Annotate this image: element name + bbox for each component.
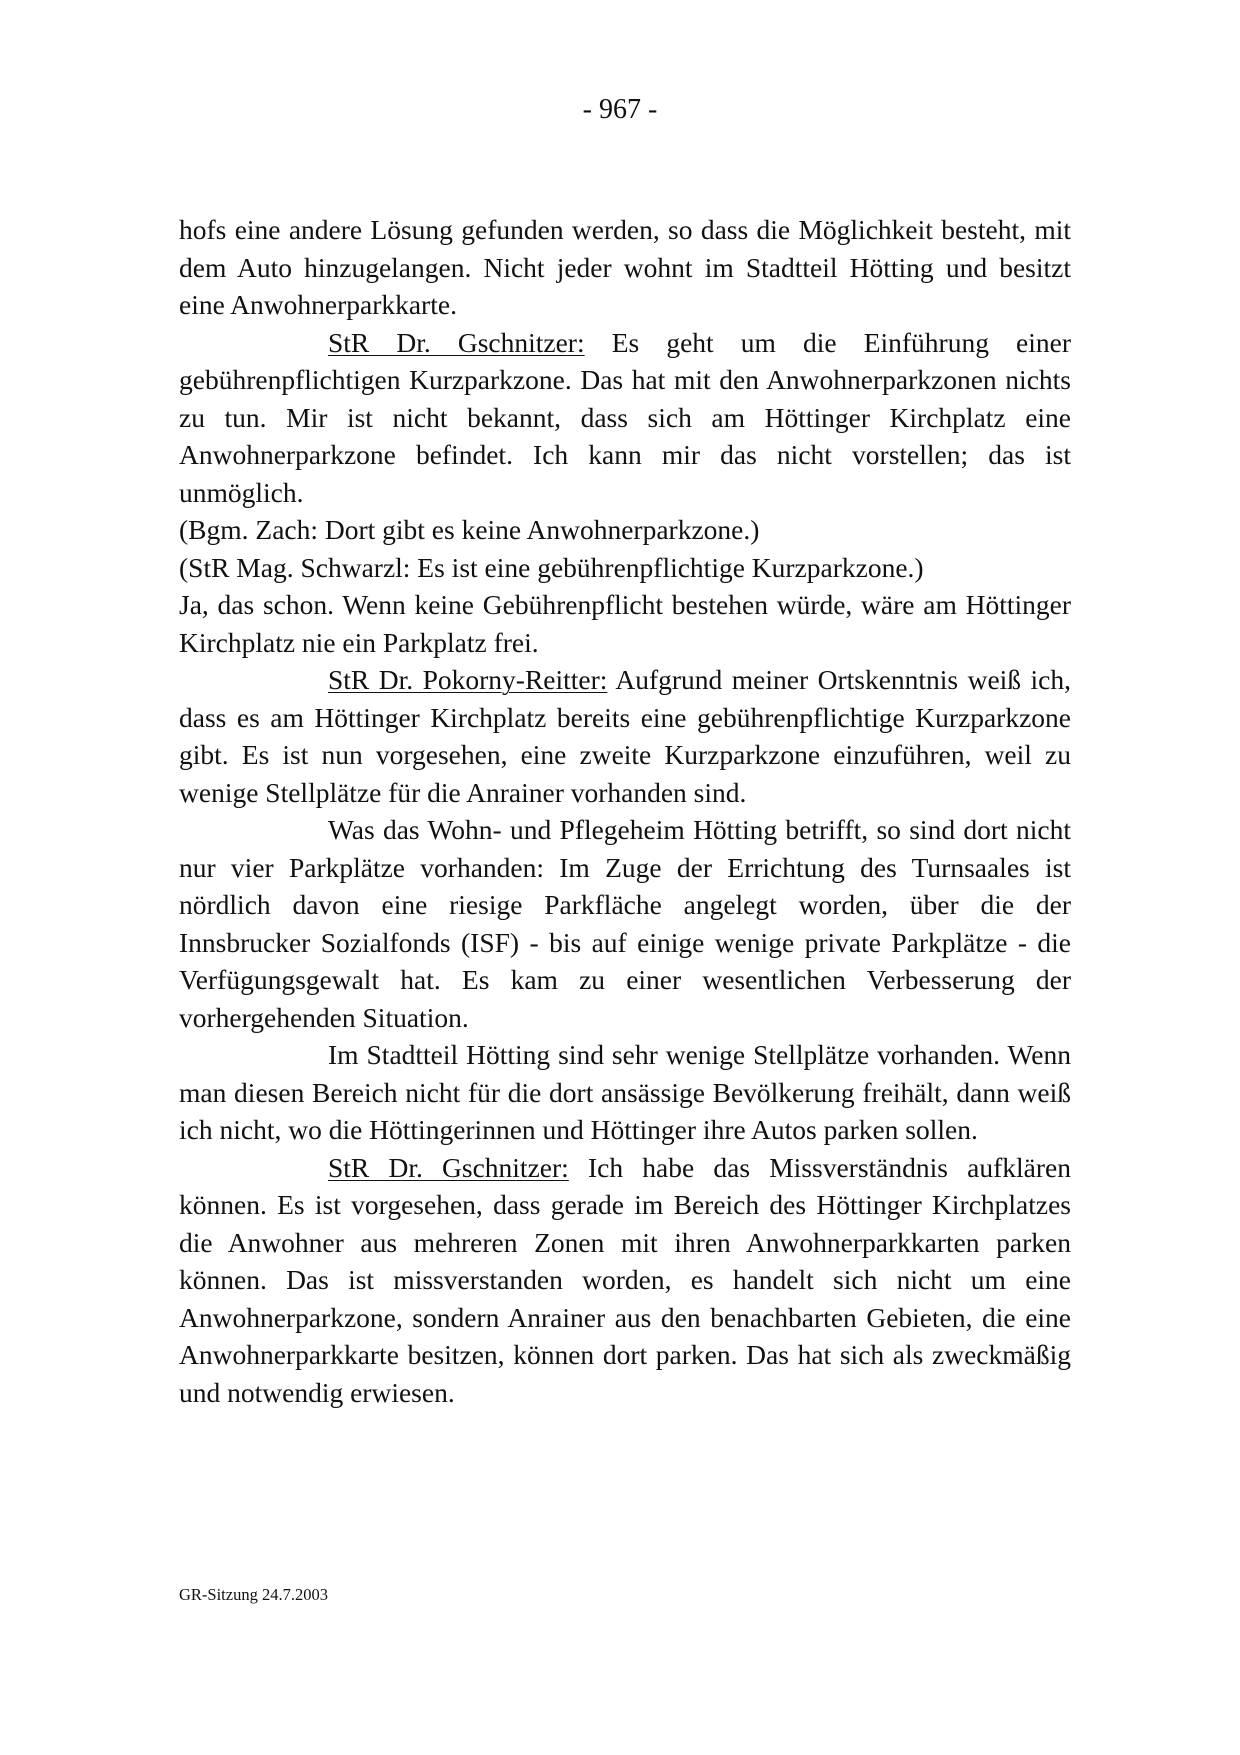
speaker-name: StR Dr. Gschnitzer: xyxy=(328,326,585,358)
paragraph-speech xyxy=(179,324,1071,512)
paragraph-text: Was das Wohn- und Pflegeheim Hötting betrifft, so sind dort nicht nur vier Parkplätze vorhanden: Im Zuge der Errichtung des Turnsaales ist nördlich davon eine riesige Parkfläche angelegt worden, über die der Innsbrucker Sozialfonds (ISF) - bis auf einige wenige private Parkplätze - die Verfügungsgewalt hat. Es kam zu einer wesentlichen Verbesserung der vorhergehenden Situation. xyxy=(179,814,1071,1033)
interjection xyxy=(179,549,1071,587)
speaker-name: StR Dr. Gschnitzer: xyxy=(328,1151,569,1183)
paragraph-speech xyxy=(179,1149,1071,1412)
paragraph-text: Im Stadtteil Hötting sind sehr wenige Stellplätze vorhanden. Wenn man diesen Bereich nicht für die dort ansässige Bevölkerung freihält, dann weiß ich nicht, wo die Höttingerinnen und Höttinger ihre Autos parken sollen. xyxy=(179,1039,1071,1145)
paragraph-continuation xyxy=(179,211,1071,324)
paragraph-text: Aufgrund meiner Ortskenntnis weiß ich, dass es am Höttinger Kirchplatz bereits eine gebührenpflichtige Kurzparkzone gibt. Es ist nun vorgesehen, eine zweite Kurzparkzone einzuführen, weil zu wenige Stellplätze für die Anrainer vorhanden sind. xyxy=(179,664,1071,808)
paragraph-text: hofs eine andere Lösung gefunden werden, so dass die Möglichkeit besteht, mit dem Auto hinzugelangen. Nicht jeder wohnt im Stadtteil Hötting und besitzt eine Anwohnerparkkarte. xyxy=(179,214,1071,320)
footer-session-date: GR-Sitzung 24.7.2003 xyxy=(179,1585,328,1604)
document-body xyxy=(179,211,1071,1411)
interjection xyxy=(179,511,1071,549)
speaker-name: StR Dr. Pokorny-Reitter: xyxy=(328,664,608,695)
paragraph-text: Es geht um die Einführung einer gebührenpflichtigen Kurzparkzone. Das hat mit den Anwohnerparkzonen nichts zu tun. Mir ist nicht bekannt, dass sich am Höttinger Kirchplatz eine Anwohnerparkzone befindet. Ich kann mir das nicht vorstellen; das ist unmöglich. xyxy=(179,326,1072,508)
paragraph-text: Ich habe das Missverständnis aufklären können. Es ist vorgesehen, dass gerade im Bereich des Höttinger Kirchplatzes die Anwohner aus mehreren Zonen mit ihren Anwohnerparkkarten parken können. Das ist missverstanden worden, es handelt sich nicht um eine Anwohnerparkzone, sondern Anrainer aus den benachbarten Gebieten, die eine Anwohnerparkkarte besitzen, können dort parken. Das hat sich als zweckmäßig und notwendig erwiesen. xyxy=(179,1151,1071,1408)
page-number: - 967 - xyxy=(582,94,658,125)
paragraph xyxy=(179,1036,1071,1149)
paragraph-continuation xyxy=(179,586,1071,661)
paragraph-text: (Bgm. Zach: Dort gibt es keine Anwohnerparkzone.) xyxy=(179,514,760,545)
paragraph-text: (StR Mag. Schwarzl: Es ist eine gebührenpflichtige Kurzparkzone.) xyxy=(179,551,924,583)
paragraph-text: Ja, das schon. Wenn keine Gebührenpflicht bestehen würde, wäre am Höttinger Kirchplatz nie ein Parkplatz frei. xyxy=(179,589,1071,658)
paragraph-speech xyxy=(179,661,1071,811)
paragraph xyxy=(179,811,1071,1036)
